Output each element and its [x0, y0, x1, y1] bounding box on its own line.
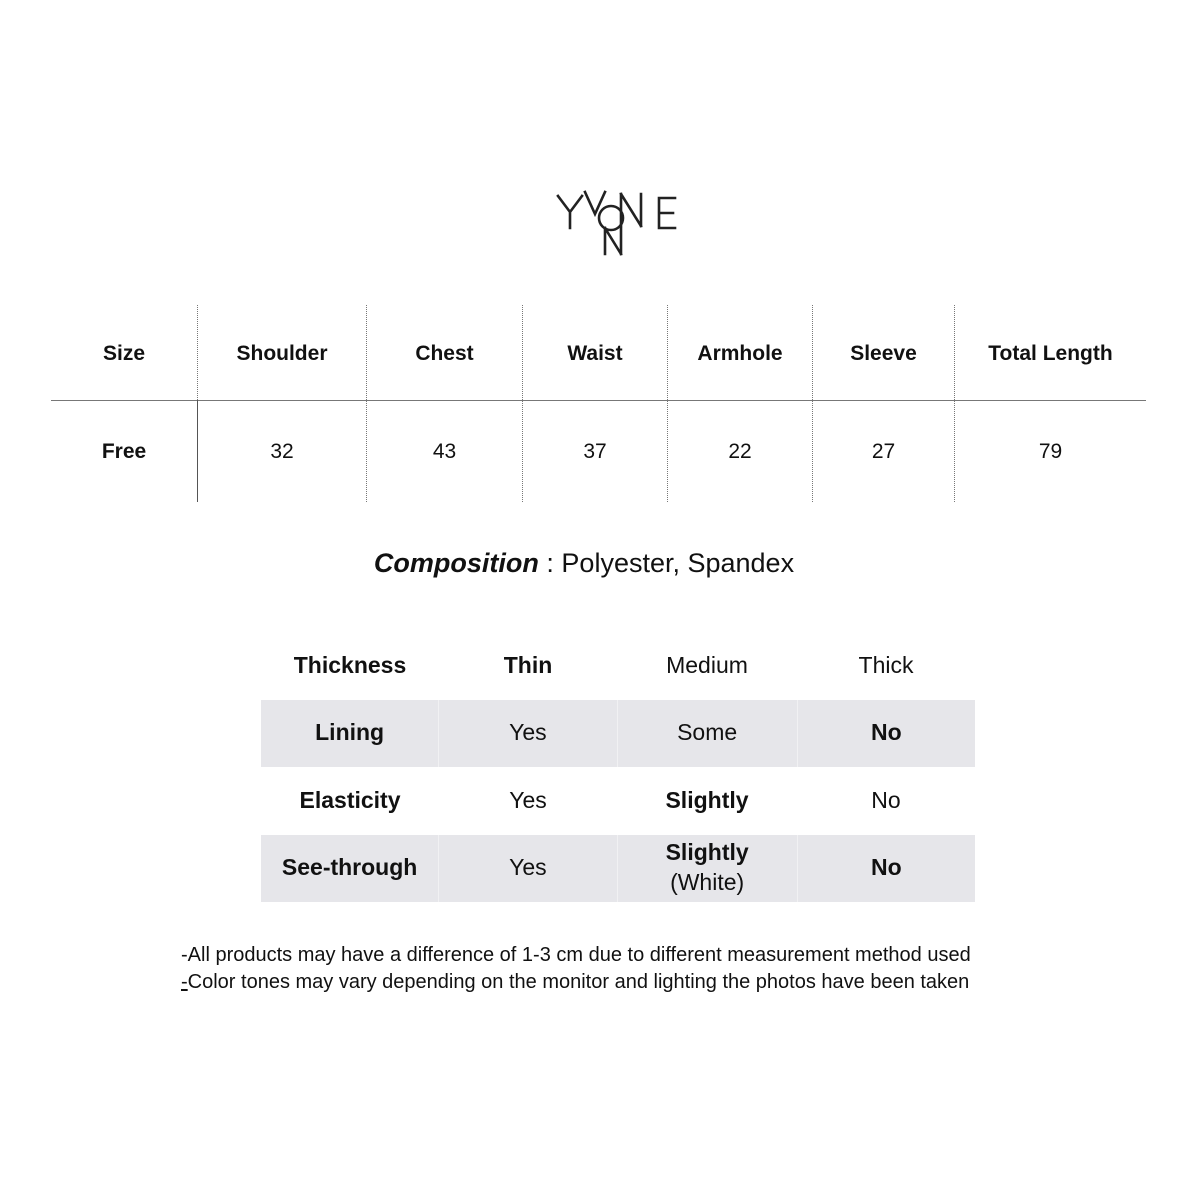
- waist-value: 37: [583, 440, 607, 463]
- header-armhole: Armhole: [697, 342, 783, 365]
- option-cell: Thin: [503, 651, 553, 678]
- option-cell: Yes: [438, 700, 616, 768]
- armhole-value: 22: [728, 440, 752, 463]
- note-dash: -: [181, 971, 188, 993]
- total-length-value: 79: [1038, 440, 1063, 463]
- composition-line: [0, 548, 1168, 579]
- composition-value: Polyester, Spandex: [561, 548, 795, 578]
- option-cell: Thick: [858, 651, 914, 678]
- brand-logo: [555, 188, 681, 258]
- header-total-length: Total Length: [988, 342, 1113, 365]
- fabric-row-elasticity: [261, 767, 975, 835]
- composition-separator: :: [538, 548, 562, 578]
- fabric-table: [261, 632, 975, 902]
- option-cell: [617, 835, 797, 903]
- header-chest: Chest: [415, 342, 474, 365]
- option-text: Slightly: [665, 839, 749, 866]
- option-cell: No: [797, 835, 975, 903]
- option-cell: No: [797, 700, 975, 768]
- header-divider: [51, 400, 1146, 401]
- header-size: Size: [102, 342, 146, 365]
- shoulder-value: 32: [270, 440, 294, 463]
- option-cell: Medium: [666, 651, 748, 678]
- option-note: (White): [670, 869, 745, 896]
- disclaimer-notes: [181, 942, 971, 996]
- composition-label: Composition: [373, 548, 539, 578]
- header-shoulder: Shoulder: [236, 342, 328, 365]
- size-table: [51, 305, 1146, 502]
- sleeve-value: 27: [871, 440, 896, 463]
- note-line-2: [181, 969, 971, 996]
- row-label: Elasticity: [299, 786, 401, 813]
- option-cell: Some: [617, 700, 797, 768]
- header-sleeve: Sleeve: [850, 342, 917, 365]
- note-text: Color tones may vary depending on the monitor and lighting the photos have been taken: [187, 971, 970, 993]
- size-value: Free: [101, 440, 147, 463]
- row-label: See-through: [281, 854, 418, 881]
- option-cell: No: [871, 786, 901, 813]
- option-cell: Yes: [509, 786, 547, 813]
- row-label: Lining: [315, 719, 385, 746]
- option-cell: Slightly: [665, 786, 749, 813]
- fabric-row-see-through: [261, 835, 975, 903]
- header-waist: Waist: [567, 342, 623, 365]
- fabric-row-lining: [261, 700, 975, 768]
- fabric-row-thickness: [261, 632, 975, 700]
- chest-value: 43: [432, 440, 457, 463]
- option-cell: Yes: [438, 835, 616, 903]
- row-label: Thickness: [293, 651, 407, 678]
- note-line-1: -All products may have a difference of 1-3 cm due to different measurement method used: [181, 944, 971, 966]
